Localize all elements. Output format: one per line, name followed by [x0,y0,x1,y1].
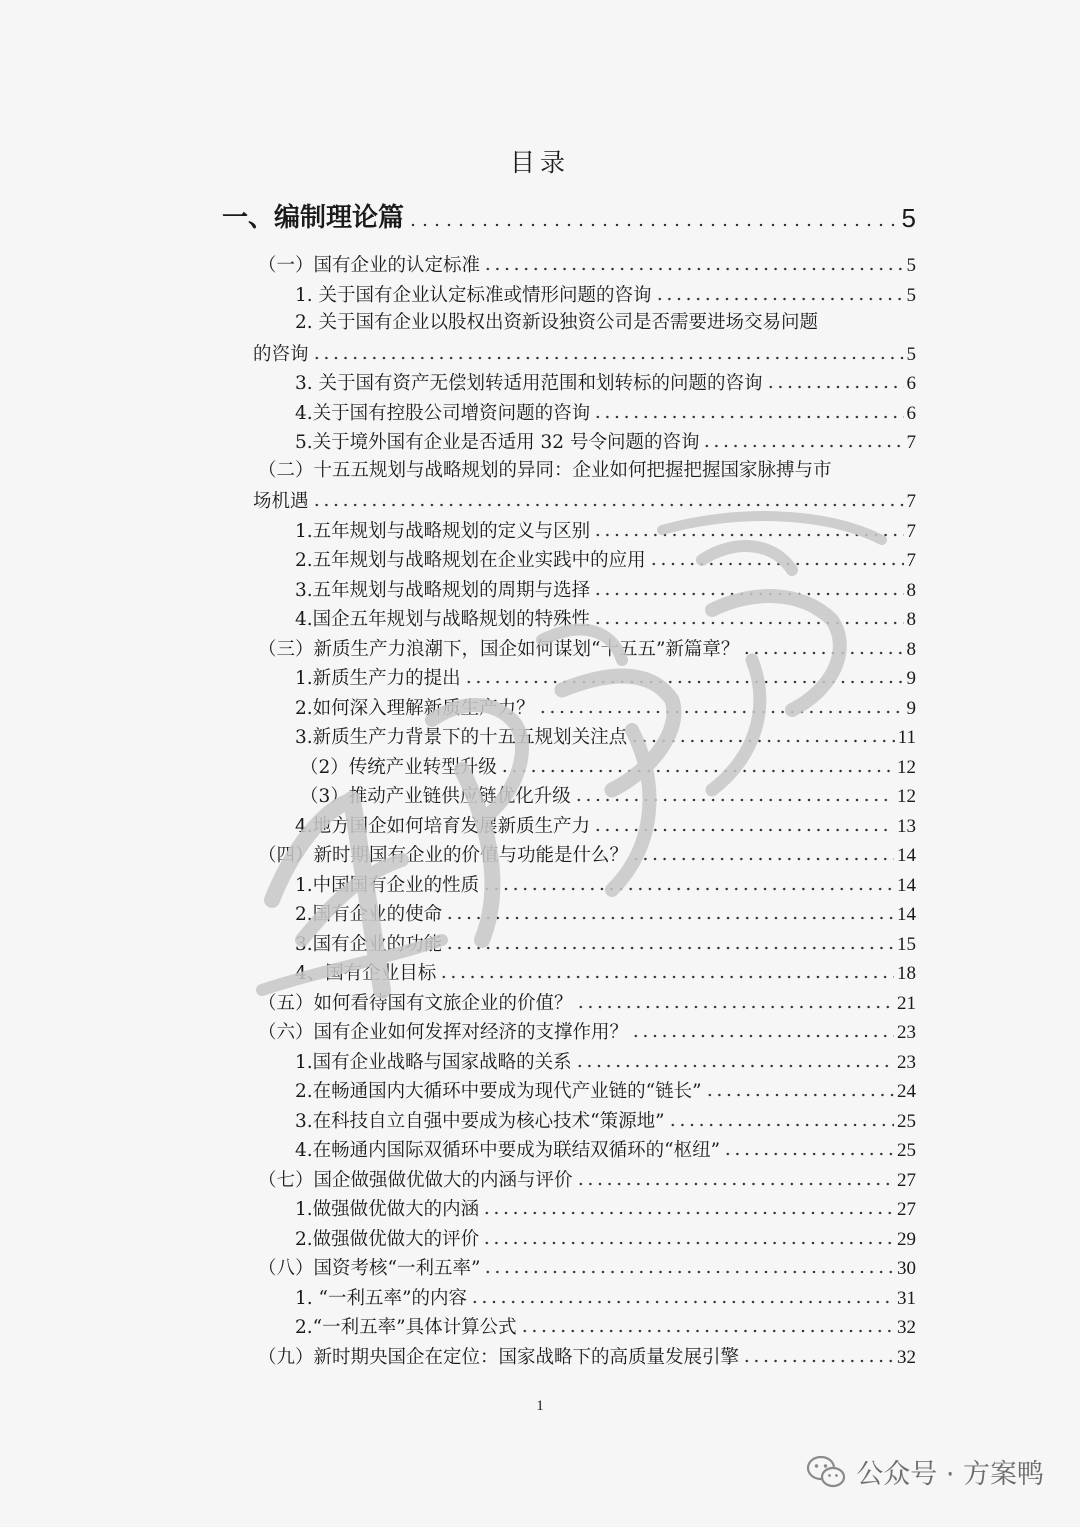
toc-entry-text: 2.“一利五率”具体计算公式 [295,1317,517,1338]
toc-entry-text: 1. “一利五率”的内容 [295,1288,467,1309]
toc-entry-page: 5 [906,255,916,276]
toc-entry-page: 9 [906,668,916,689]
wechat-icon [806,1455,846,1489]
toc-entry[interactable] [253,340,916,366]
toc-entry-text: 4.在畅通内国际双循环中要成为联结双循环的“枢纽” [295,1140,721,1161]
dot-leader [312,502,904,508]
toc-entry[interactable] [295,812,916,838]
toc-entry[interactable] [295,428,916,454]
toc-entry[interactable] [258,841,916,867]
toc-entry-text: 1.做强做优做大的内涵 [295,1199,480,1220]
wechat-attribution [806,1452,1044,1491]
toc-entry[interactable] [258,251,916,277]
toc-entry-text: 2.做强做优做大的评价 [295,1229,480,1250]
toc-entry-page: 13 [897,816,916,837]
toc-entry[interactable] [295,900,916,926]
toc-entry-text: （四）新时期国有企业的价值与功能是什么？ [258,845,629,866]
wechat-label: 公众号 · 方案鸭 [856,1459,1044,1490]
toc-entry[interactable] [258,1166,916,1192]
toc-entry-page: 6 [906,373,916,394]
dot-leader [445,945,894,951]
toc-entry[interactable] [295,546,916,572]
dot-leader [766,384,904,390]
dot-leader [723,1151,894,1157]
toc-entry-text: 1.新质生产力的提出 [295,668,461,689]
dot-leader [575,1063,894,1069]
toc-entry-page: 25 [897,1140,916,1161]
toc-entry[interactable] [258,1018,916,1044]
toc-entry-text-continued: 的咨询 [253,344,309,365]
toc-entry-page: 12 [897,786,916,807]
dot-leader [312,355,904,361]
toc-entry-page: 12 [897,757,916,778]
toc-entry-text: 4.国企五年规划与战略规划的特殊性 [295,609,591,630]
toc-entry-page: 31 [897,1288,916,1309]
toc-entry-text: 一、编制理论篇 [222,203,405,233]
toc-entry-page: 14 [897,845,916,866]
dot-leader [705,1092,894,1098]
toc-entry-page: 9 [906,698,916,719]
toc-entry[interactable] [295,1284,916,1310]
toc-entry-page: 5 [906,285,916,306]
toc-entry-text: 3.在科技自立自强中要成为核心技术“策源地” [295,1111,665,1132]
dot-leader [445,915,894,921]
toc-entry-text: 1.中国国有企业的性质 [295,875,480,896]
dot-leader [439,974,894,980]
toc-entry-text: 3.国有企业的功能 [295,934,443,955]
toc-entry-page: 11 [897,727,916,748]
toc-entry-part-1[interactable] [222,198,916,234]
dot-leader [483,266,903,272]
toc-entry-page: 7 [906,521,916,542]
dot-leader [482,1210,894,1216]
dot-leader [630,738,895,744]
toc-entry-text: （八）国资考核“一利五率” [258,1258,481,1279]
toc-entry-page: 23 [897,1052,916,1073]
toc-entry-page: 30 [897,1258,916,1279]
toc-entry[interactable] [295,694,916,720]
toc-entry-text: （3）推动产业链供应链优化升级 [300,786,571,807]
dot-leader [574,797,894,803]
dot-leader [470,1299,894,1305]
dot-leader [593,532,903,538]
toc-entry[interactable] [295,1048,916,1074]
toc-entry-text-line1[interactable]: （二）十五五规划与战略规划的异同：企业如何把握把握国家脉搏与市 [258,460,832,481]
toc-entry-page: 27 [897,1199,916,1220]
toc-entry-page: 15 [897,934,916,955]
toc-entry[interactable] [295,576,916,602]
toc-entry-text: （一）国有企业的认定标准 [258,255,481,276]
toc-entry-page: 29 [897,1229,916,1250]
dot-leader [742,1358,894,1364]
toc-entry-page: 21 [897,993,916,1014]
toc-entry-text: 5.关于境外国有企业是否适用 32 号令问题的咨询 [295,432,700,453]
toc-entry-page: 25 [897,1111,916,1132]
toc-entry-text-line1[interactable]: 2. 关于国有企业以股权出资新设独资公司是否需要进场交易问题 [295,312,819,333]
dot-leader [649,561,904,567]
dot-leader [407,222,899,228]
page-number: 1 [536,1398,544,1414]
toc-entry-text: 1.国有企业战略与国家战略的关系 [295,1052,572,1073]
toc-entry-text: （七）国企做强做优做大的内涵与评价 [258,1170,573,1191]
toc-entry[interactable] [300,753,916,779]
toc-entry-page: 23 [897,1022,916,1043]
toc-entry[interactable] [295,1107,916,1133]
toc-entry-page: 8 [906,609,916,630]
dot-leader [593,414,903,420]
dot-leader [482,886,894,892]
dot-leader [742,650,903,656]
toc-entry[interactable] [295,281,916,307]
dot-leader [520,1328,894,1334]
toc-entry-text: 4、国有企业目标 [295,963,437,984]
toc-entry[interactable] [295,399,916,425]
toc-entry[interactable] [295,1136,916,1162]
toc-entry-page: 5 [901,203,916,233]
dot-leader [702,443,903,449]
toc-entry-page: 7 [906,491,916,512]
toc-entry[interactable] [295,930,916,956]
dot-leader [668,1122,894,1128]
toc-entry-text: （2）传统产业转型升级 [300,757,497,778]
dot-leader [538,709,904,715]
toc-entry-text: 3. 关于国有资产无偿划转适用范围和划转标的问题的咨询 [295,373,763,394]
toc-entry[interactable] [258,1254,916,1280]
toc-entry[interactable] [295,959,916,985]
toc-entry[interactable] [258,635,916,661]
toc-entry-text: （三）新质生产力浪潮下，国企如何谋划“十五五”新篇章？ [258,639,740,660]
dot-leader [483,1269,894,1275]
toc-entry-text: （九）新时期央国企在定位：国家战略下的高质量发展引擎 [258,1347,740,1368]
toc-entry-page: 6 [906,403,916,424]
toc-entry[interactable] [295,369,916,395]
toc-entry[interactable] [258,989,916,1015]
toc-entry[interactable] [295,664,916,690]
toc-entry-page: 32 [897,1347,916,1368]
toc-entry-page: 8 [906,580,916,601]
toc-entry-text: 2.如何深入理解新质生产力？ [295,698,535,719]
toc-entry-text: （六）国有企业如何发挥对经济的支撑作用？ [258,1022,629,1043]
dot-leader [593,620,903,626]
toc-entry-text: 3.新质生产力背景下的十五五规划关注点 [295,727,628,748]
toc-entry-page: 8 [906,639,916,660]
toc-entry-page: 7 [906,432,916,453]
dot-leader [576,1181,894,1187]
dot-leader [500,768,894,774]
toc-entry-text: 1. 关于国有企业认定标准或情形问题的咨询 [295,285,652,306]
toc-entry-text: 3.五年规划与战略规划的周期与选择 [295,580,591,601]
toc-entry[interactable] [253,487,916,513]
dot-leader [593,591,903,597]
toc-entry[interactable] [295,1313,916,1339]
toc-entry-page: 32 [897,1317,916,1338]
toc-entry-page: 27 [897,1170,916,1191]
toc-entry-text: 2.五年规划与战略规划在企业实践中的应用 [295,550,646,571]
toc-entry[interactable] [295,1195,916,1221]
toc-title: 目录 [509,148,570,177]
toc-entry-page: 24 [897,1081,916,1102]
dot-leader [576,1004,894,1010]
dot-leader [655,296,904,302]
toc-entry-page: 5 [906,344,916,365]
toc-entry-text: 1.五年规划与战略规划的定义与区别 [295,521,591,542]
toc-entry[interactable] [295,517,916,543]
toc-entry-text: 2.在畅通国内大循环中要成为现代产业链的“链长” [295,1081,702,1102]
toc-entry-page: 14 [897,875,916,896]
toc-entry-page: 7 [906,550,916,571]
toc-entry[interactable] [300,782,916,808]
toc-entry-text-continued: 场机遇 [253,491,309,512]
dot-leader [464,679,904,685]
toc-entry-text: （五）如何看待国有文旅企业的价值？ [258,993,573,1014]
dot-leader [631,856,894,862]
toc-entry-text: 4.关于国有控股公司增资问题的咨询 [295,403,591,424]
toc-entry-page: 14 [897,904,916,925]
toc-entry-page: 18 [897,963,916,984]
toc-entry-text: 2.国有企业的使命 [295,904,443,925]
toc-entry[interactable] [295,605,916,631]
dot-leader [482,1240,894,1246]
dot-leader [631,1033,894,1039]
toc-entry-text: 4.地方国企如何培育发展新质生产力 [295,816,591,837]
toc-entry[interactable] [295,723,916,749]
toc-entry[interactable] [295,1077,916,1103]
toc-entry[interactable] [295,1225,916,1251]
dot-leader [593,827,894,833]
toc-entry[interactable] [258,1343,916,1369]
toc-entry[interactable] [295,871,916,897]
